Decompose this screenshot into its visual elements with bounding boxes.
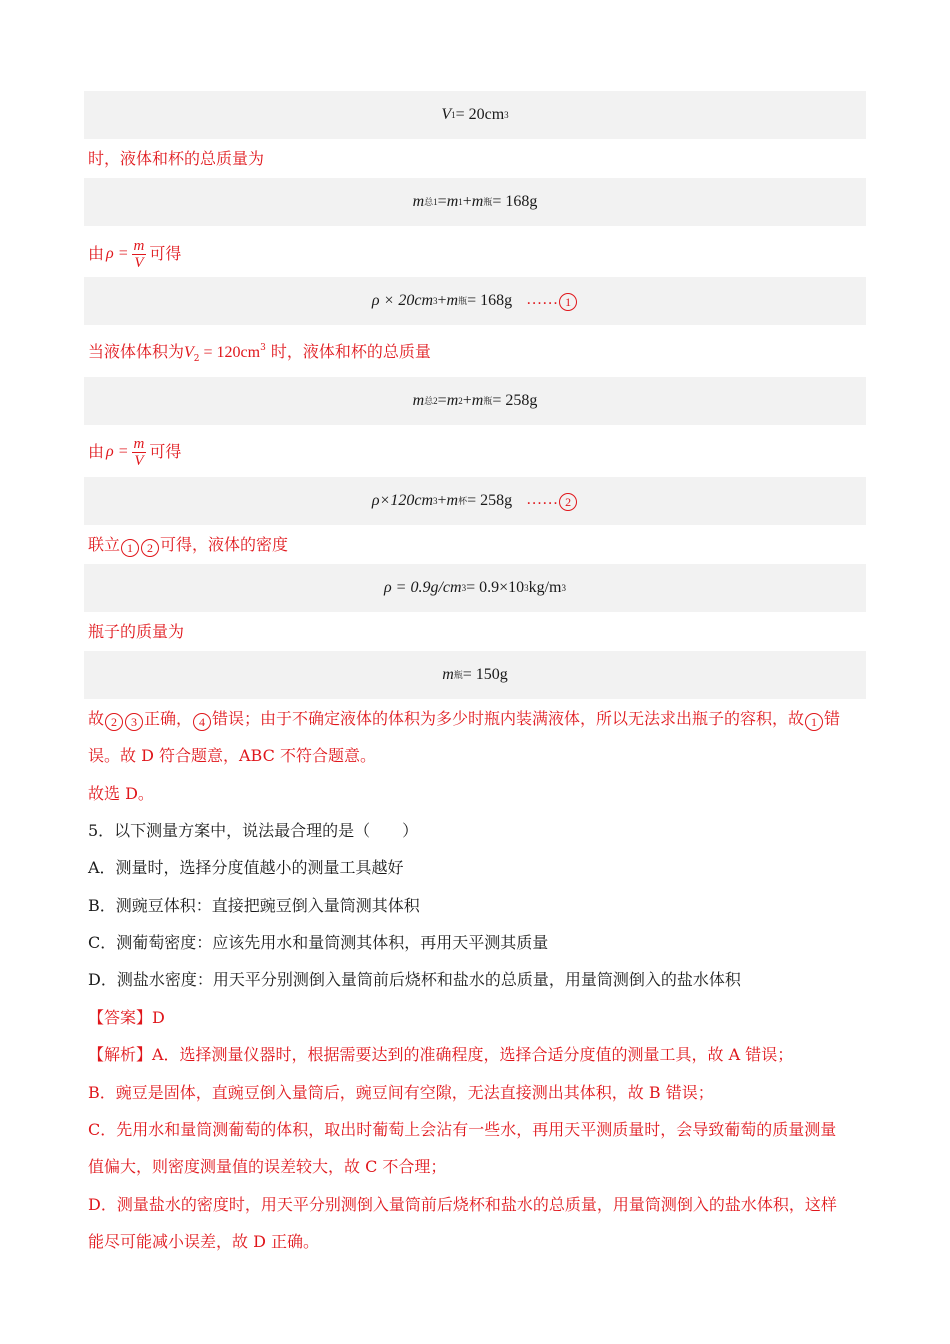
fraction-m-over-v [132,436,147,469]
gu1-t1: 正确， [144,709,193,728]
eq5-marker [526,491,578,511]
eq4-m2: m [446,392,459,409]
text-you-rho-1 [88,236,866,272]
frac1-den: V [134,254,144,271]
eq2-mb: m [471,193,484,210]
eq5-lhs: ρ×120cm [371,492,433,509]
text-lianli [88,534,866,557]
eq3-marker [526,291,578,311]
analysis-line-5: D．测量盐水的密度时，用天平分别测倒入量筒前后烧杯和盐水的总质量，用量筒测倒入的盐水体积，这样 [88,1195,837,1214]
circled-3: 3 [125,713,143,731]
you1-post: 可得 [149,244,182,263]
eq4-m: m [412,392,425,409]
equation-m-total1: m 总1 = m 1 + m 瓶 = 168g [84,178,866,226]
frac1-num: m [133,237,145,254]
you1-rho: ρ = [106,245,129,262]
eq4-mid: = [437,392,447,409]
answer-line: 【答案】D [88,1008,165,1027]
circled-1: 1 [121,539,139,557]
analysis-line-2: B．豌豆是固体，直豌豆倒入量筒后，豌豆间有空隙，无法直接测出其体积，故 B 错误； [88,1083,714,1102]
eq2-rhs: = 168g [492,193,538,210]
you2-rho: ρ = [106,443,129,460]
dang-mid: = 120cm [199,344,261,361]
gu1-t2: 错误；由于不确定液体的体积为多少时瓶内装满液体，所以无法求出瓶子的容积，故 [212,709,805,728]
equation-1: ρ × 20cm 3 + m 瓶 = 168g …… 1 [84,277,866,325]
option-d: D．测盐水密度：用天平分别测倒入量筒前后烧杯和盐水的总质量，用量筒测倒入的盐水体积 [88,970,741,989]
eq4-rhs: = 258g [492,392,538,409]
you2-pre: 由 [88,442,105,461]
eq4-mb: m [471,392,484,409]
text-shi: 时，液体和杯的总质量为 [88,149,265,168]
equation-m-total2: m 总2 = m 2 + m 瓶 = 258g [84,377,866,425]
circled-1: 1 [559,293,577,311]
eq6-b: = 0.9×10 [466,579,525,596]
equation-density: ρ = 0.9g/cm 3 = 0.9×10 3 kg/m 3 [84,564,866,612]
dang-var: V [184,344,194,361]
analysis-line-4: 值偏大，则密度测量值的误差较大，故 C 不合理； [88,1157,447,1176]
option-b: B．测豌豆体积：直接把豌豆倒入量筒测其体积 [88,896,420,915]
question-5-stem: 5．以下测量方案中，说法最合理的是（ ） [88,821,419,840]
equation-v1: V 1 = 20cm 3 [84,91,866,139]
analysis-line-6: 能尽可能减小误差，故 D 正确。 [88,1232,320,1251]
eq2-m1: m [446,193,459,210]
you1-pre: 由 [88,244,105,263]
equation-2: ρ×120cm 3 + m 杯 = 258g …… 2 [84,477,866,525]
dang-pre: 当液体体积为 [88,342,185,361]
frac2-den: V [134,452,144,469]
eq2-plus: + [462,193,472,210]
dang-post: 时，液体和杯的总质量 [265,342,431,361]
eq2-m: m [412,193,425,210]
fraction-m-over-v [132,238,147,271]
text-gu-1 [88,708,866,731]
eq5-plus: + [437,492,447,509]
option-a: A．测量时，选择分度值越小的测量工具越好 [88,858,404,877]
frac2-num: m [133,435,145,452]
circled-2: 2 [141,539,159,557]
lianli-pre: 联立 [88,535,121,554]
eq3-dots: …… [526,291,559,308]
eq2-mid: = [437,193,447,210]
equation-bottle-mass: m 瓶 = 150g [84,651,866,699]
eq5-dots: …… [526,491,559,508]
eq3-plus: + [437,292,447,309]
gu1-t3: 错 [824,709,841,728]
gu1-pre: 故 [88,709,105,728]
eq3-lhs: ρ × 20cm [371,292,433,309]
eq4-plus: + [462,392,472,409]
dang-sub: 2 [193,354,200,364]
analysis-line-1: 【解析】A．选择测量仪器时，根据需要达到的准确程度，选择合适分度值的测量工具，故 A 错误； [88,1045,794,1064]
eq7-m: m [442,666,454,683]
text-gu-2: 误。故 D 符合题意，ABC 不符合题意。 [88,746,376,765]
eq5-rhs: = 258g [467,492,513,509]
lianli-post: 可得，液体的密度 [160,535,289,554]
eq7-rhs: = 150g [462,666,508,683]
text-dang [88,341,866,364]
eq5-m: m [446,492,459,509]
circled-2: 2 [105,713,123,731]
you2-post: 可得 [149,442,182,461]
eq3-m: m [446,292,459,309]
eq1-rhs: = 20cm [455,106,505,123]
eq6-c: kg/m [528,579,562,596]
circled-1: 1 [805,713,823,731]
option-c: C．测葡萄密度：应该先用水和量筒测其体积，再用天平测其质量 [88,933,549,952]
text-pingzi: 瓶子的质量为 [88,622,185,641]
text-guxuan: 故选 D。 [88,784,154,803]
dang-sup: 3 [260,343,266,353]
text-you-rho-2 [88,434,866,470]
analysis-line-3: C．先用水和量筒测葡萄的体积，取出时葡萄上会沾有一些水，再用天平测质量时，会导致葡萄的质量测量 [88,1120,837,1139]
circled-4: 4 [193,713,211,731]
eq1-var: V [441,106,452,123]
eq6-a: ρ = 0.9g/cm [383,579,462,596]
circled-2: 2 [559,493,577,511]
eq3-rhs: = 168g [467,292,513,309]
